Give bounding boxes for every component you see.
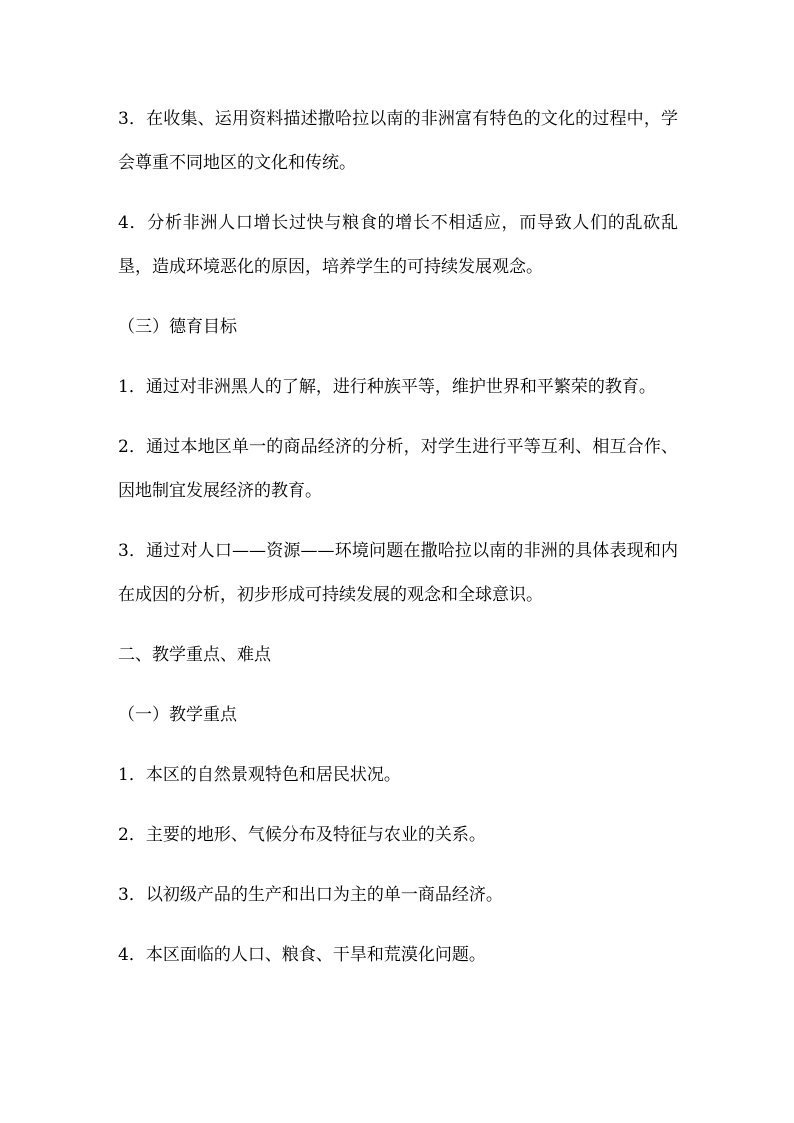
paragraph-skill-4: 4．分析非洲人口增长过快与粮食的增长不相适应，而导致人们的乱砍乱垦，造成环境恶化的原因，培养学生的可持续发展观念。 [118,213,678,277]
paragraph-focus-4: 4．本区面临的人口、粮食、干旱和荒漠化问题。 [118,945,486,965]
paragraph-moral-1: 1．通过对非洲黑人的了解，进行种族平等，维护世界和平繁荣的教育。 [118,377,656,397]
paragraph-moral-3: 3．通过对人口——资源——环境问题在撒哈拉以南的非洲的具体表现和内在成因的分析，初步形成可持续发展的观念和全球意识。 [118,541,678,605]
subsection-heading-teaching-focus: （一）教学重点 [118,705,237,725]
paragraph-focus-2: 2．主要的地形、气候分布及特征与农业的关系。 [118,825,486,845]
section-heading-key-points: 二、教学重点、难点 [118,645,271,665]
paragraph-skill-3: 3．在收集、运用资料描述撒哈拉以南的非洲富有特色的文化的过程中，学会尊重不同地区的文化和传统。 [118,109,678,173]
paragraph-focus-1: 1．本区的自然景观特色和居民状况。 [118,765,401,785]
section-heading-moral-goals: （三）德育目标 [118,317,237,337]
paragraph-focus-3: 3．以初级产品的生产和出口为主的单一商品经济。 [118,885,503,905]
document-body [118,97,678,993]
paragraph-moral-2: 2．通过本地区单一的商品经济的分析，对学生进行平等互利、相互合作、因地制宜发展经济的教育。 [118,437,678,501]
